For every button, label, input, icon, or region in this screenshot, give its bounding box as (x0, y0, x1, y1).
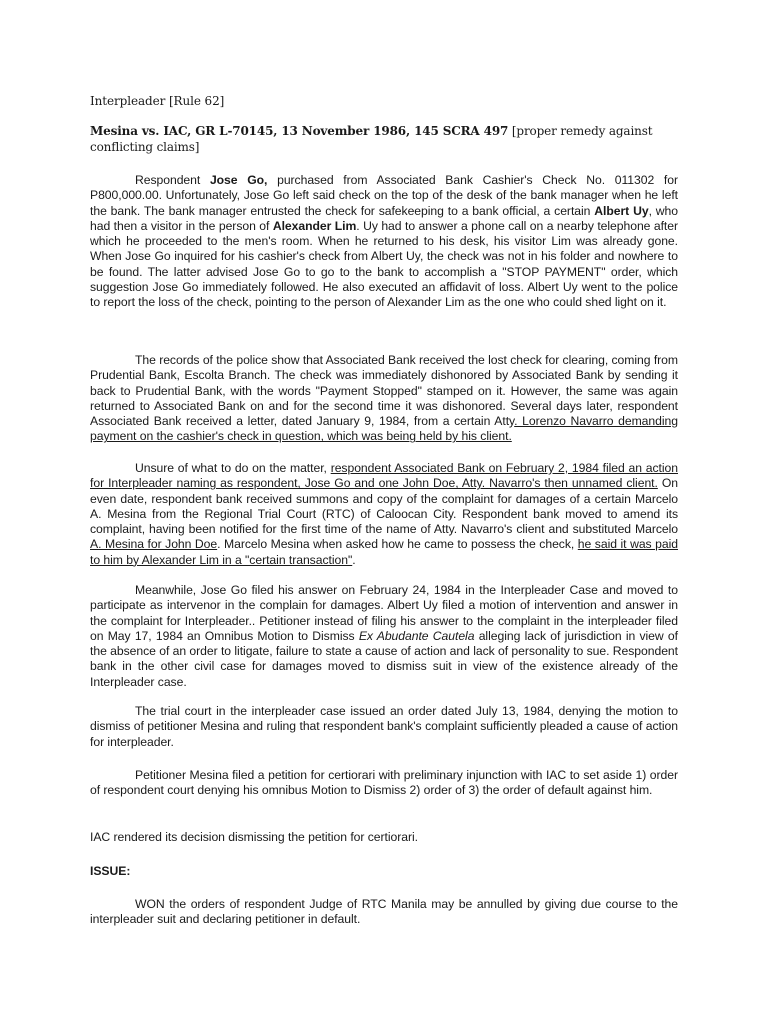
underlined-demand: . Lorenzo Navarro demanding payment on the cashier's check in question, which was being held by his client. (90, 414, 678, 444)
facts-paragraph-4: Meanwhile, Jose Go filed his answer on February 24, 1984 in the Interpleader Case and moved to participate as intervenor in the complain for damages. Albert Uy filed a motion of intervention and answer in the complaint for Interpleader.. Petitioner instead of filing his answer to the complaint in the interpleader filed on May 17, 1984 an Omnibus Motion to Dismiss Ex Abudante Cautela alleging lack of jurisdiction in view of the absence of an order to litigate, failure to state a cause of action and lack of personality to sue. Respondent bank in the other civil case for damages moved to dismiss suit in view of the existence already of the Interpleader case. (90, 583, 678, 689)
party-jose-go: Jose Go, (209, 173, 268, 187)
latin-term: Ex Abudante Cautela (358, 628, 475, 643)
case-caption (90, 123, 680, 155)
facts-paragraph-6: Petitioner Mesina filed a petition for certiorari with preliminary injunction with IAC to set aside 1) order of respondent court denying his omnibus Motion to Dismiss 2) order of 3) the order of default against him. (90, 768, 678, 798)
issue-heading: ISSUE: (90, 864, 131, 878)
underlined-interpleader-filing: respondent Associated Bank on February 2, 1984 filed an action for Interpleader naming as respondent, Jose Go and one John Doe, Atty. Navarro's then unnamed client. (90, 461, 678, 491)
case-note: [proper remedy against conflicting claims] (90, 124, 653, 154)
facts-paragraph-1: Respondent Jose Go, purchased from Associated Bank Cashier's Check No. 011302 for P800,000.00. Unfortunately, Jose Go left said check on the top of the desk of the bank manager when he left the bank. The bank manager entrusted the check for safekeeping to a bank official, a certain Albert Uy, who had then a visitor in the person of Alexander Lim. Uy had to answer a phone call on a nearby telephone after which he proceeded to the men's room. When he returned to his desk, his visitor Lim was already gone. When Jose Go inquired for his cashier's check from Albert Uy, the check was not in his folder and nowhere to be found. The latter advised Jose Go to go to the bank to accomplish a "STOP PAYMENT" order, which suggestion Jose Go immediately followed. He also executed an affidavit of loss. Albert Uy went to the police to report the loss of the check, pointing to the person of Alexander Lim as the one who could shed light on it. (90, 173, 679, 310)
underlined-transaction: he said it was paid to him by Alexander Lim in a "certain transaction" (90, 537, 679, 567)
party-alexander-lim: Alexander Lim (272, 218, 357, 233)
facts-paragraph-5: The trial court in the interpleader case issued an order dated July 13, 1984, denying the motion to dismiss of petitioner Mesina and ruling that respondent bank's complaint sufficiently pleaded a cause of action for interpleader. (90, 704, 678, 749)
facts-paragraph-7: IAC rendered its decision dismissing the petition for certiorari. (90, 830, 418, 844)
rule-title: Interpleader [Rule 62] (90, 94, 225, 108)
party-albert-uy: Albert Uy (594, 203, 649, 218)
issue-text: WON the orders of respondent Judge of RTC Manila may be annulled by giving due course to the interpleader suit and declaring petitioner in default. (90, 897, 678, 927)
case-name: Mesina vs. IAC, GR L-70145, 13 November 1986, 145 SCRA 497 (90, 124, 509, 138)
facts-paragraph-3: Unsure of what to do on the matter, respondent Associated Bank on February 2, 1984 filed an action for Interpleader naming as respondent, Jose Go and one John Doe, Atty. Navarro's then unnamed client. On even date, respondent bank received summons and copy of the complaint for damages of a certain Marcelo A. Mesina from the Regional Trial Court (RTC) of Caloocan City. Respondent bank moved to amend its complaint, having been notified for the first time of the name of Atty. Navarro's client and substituted Marcelo A. Mesina for John Doe. Marcelo Mesina when asked how he came to possess the check, he said it was paid to him by Alexander Lim in a "certain transaction". (90, 461, 679, 567)
underlined-substitution: A. Mesina for John Doe (90, 537, 218, 552)
facts-paragraph-2: The records of the police show that Associated Bank received the lost check for clearing, coming from Prudential Bank, Escolta Branch. The check was immediately dishonored by Associated Bank by sending it back to Prudential Bank, with the words "Payment Stopped" stamped on it. However, the same was again returned to Associated Bank on and for the second time it was dishonored. Several days later, respondent Associated Bank received a letter, dated January 9, 1984, from a certain Atty. Lorenzo Navarro demanding payment on the cashier's check in question, which was being held by his client. (90, 353, 678, 444)
